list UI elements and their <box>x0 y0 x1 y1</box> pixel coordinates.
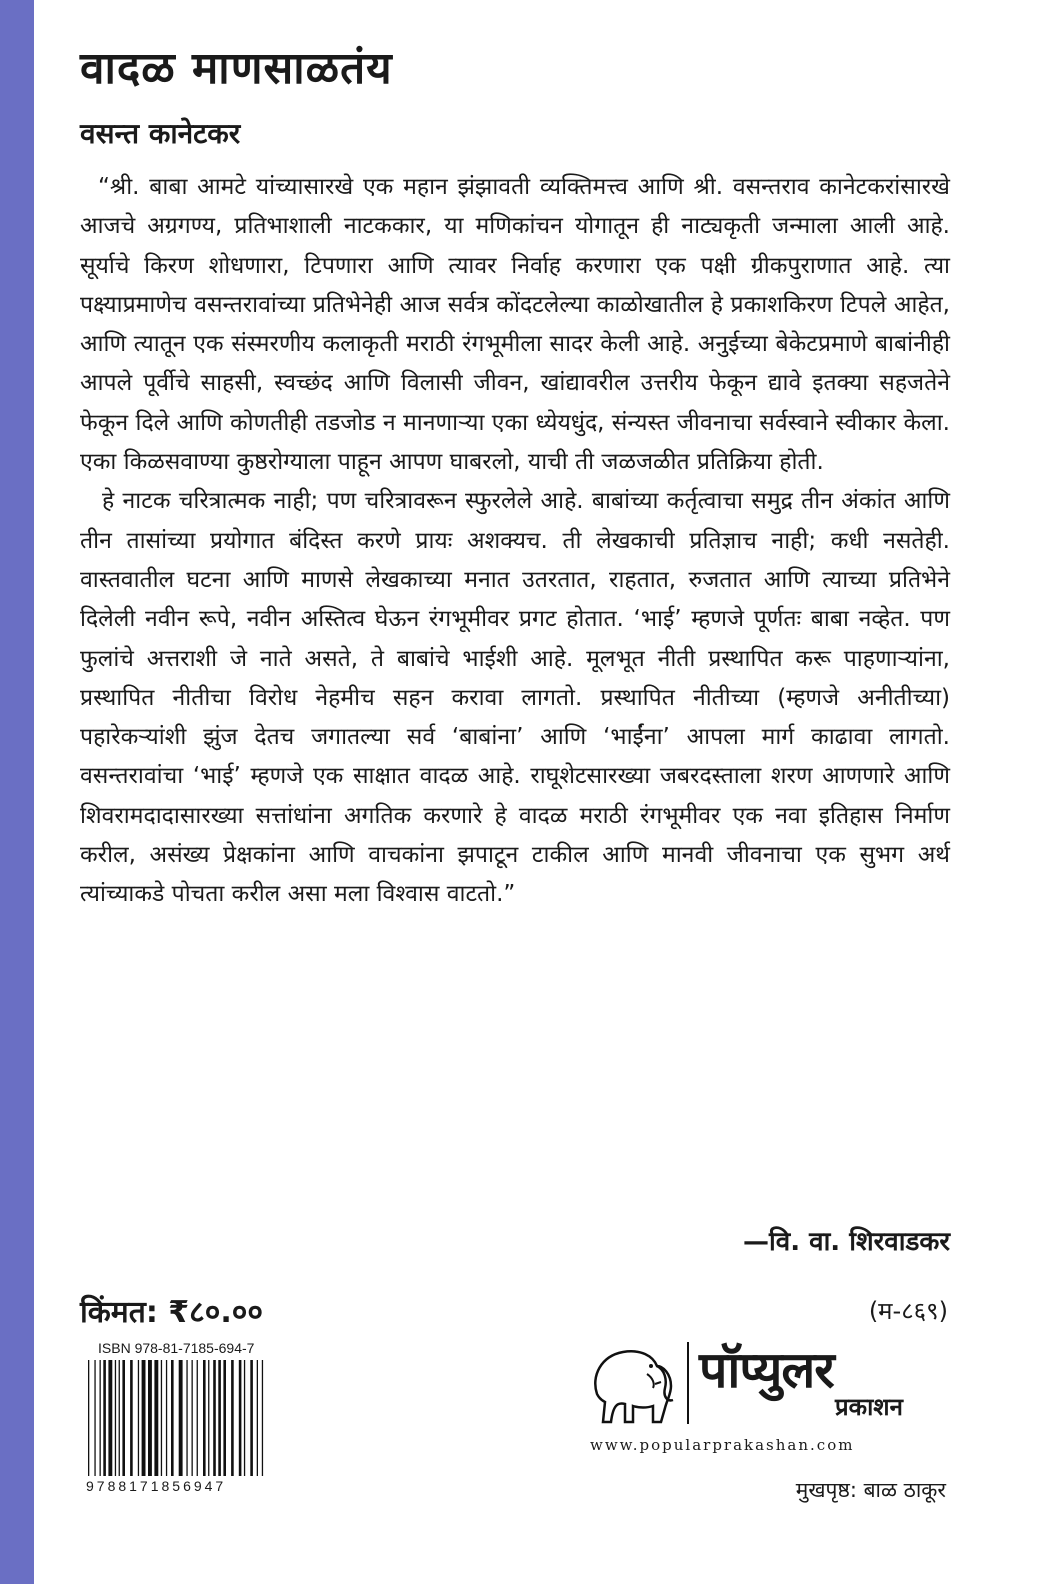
barcode-number: 9788171856947 <box>86 1478 227 1494</box>
barcode-bar <box>88 1360 89 1476</box>
publisher-name: पॉप्युलर <box>699 1341 834 1399</box>
catalog-code: (म-८६९) <box>868 1297 948 1325</box>
blurb-paragraph: “श्री. बाबा आमटे यांच्यासारखे एक महान झंझावती व्यक्तिमत्त्व आणि श्री. वसन्तराव कानेटकरांसारखे आजचे अग्रगण्य, प्रतिभाशाली नाटककार, या मणिकांचन योगातून ही नाट्यकृती जन्माला आली आहे. सूर्याचे किरण शोधणारा, टिपणारा आणि त्यावर निर्वाह करणारा एक पक्षी ग्रीकपुराणात आहे. त्या पक्ष्याप्रमाणेच वसन्तरावांच्या प्रतिभेनेही आज सर्वत्र कोंदटलेल्या काळोखातील हे प्रकाशकिरण टिपले आहेत, आणि त्यातून एक संस्मरणीय कलाकृती मराठी रंगभूमीला सादर केली आहे. अनुईच्या बेकेटप्रमाणे बाबांनीही आपले पूर्वीचे साहसी, स्वच्छंद आणि विलासी जीवन, खांद्यावरील उत्तरीय फेकून द्यावे इतक्या सहजतेने फेकून दिले आणि कोणतीही तडजोड न मानणाऱ्या एका ध्येयधुंद, संन्यस्त जीवनाचा सर्वस्वाने स्वीकार केला. एका किळसवाण्या कुष्ठरोग्याला पाहून आपण घाबरलो, याची ती जळजळीत प्रतिक्रिया होती. <box>80 174 950 476</box>
barcode-bar <box>179 1360 183 1476</box>
barcode-bar <box>94 1360 95 1476</box>
barcode-bar <box>122 1360 125 1476</box>
elephant-icon <box>587 1336 683 1428</box>
barcode-bar <box>223 1360 226 1476</box>
barcode-bar <box>239 1360 242 1476</box>
book-title: वादळ माणसाळतंय <box>80 43 393 94</box>
barcode-bar <box>192 1360 193 1476</box>
book-author: वसन्त कानेटकर <box>80 117 241 150</box>
cover-credit: मुखपृष्ठ: बाळ ठाकूर <box>795 1478 946 1502</box>
barcode-bar <box>138 1360 139 1476</box>
barcode-bar <box>154 1360 158 1476</box>
isbn: ISBN 978-81-7185-694-7 <box>98 1340 255 1356</box>
price: किंमत: ₹८०.०० <box>80 1295 263 1330</box>
blurb-paragraph: हे नाटक चरित्रात्मक नाही; पण चरित्रावरून स्फुरलेले आहे. बाबांच्या कर्तृत्वाचा समुद्र तीन अंकांत आणि तीन तासांच्या प्रयोगात बंदिस्त करणे प्रायः अशक्यच. ती लेखकाची प्रतिज्ञाच नाही; कधी नसतेही. वास्तवातील घटना आणि माणसे लेखकाच्या मनात उतरतात, राहतात, रुजतात आणि त्याच्या प्रतिभेने दिलेली नवीन रूपे, नवीन अस्तित्व घेऊन रंगभूमीवर प्रगट होतात. ‘भाई’ म्हणजे पूर्णतः बाबा नव्हेत. पण फुलांचे अत्तराशी जे नाते असते, ते बाबांचे भाईशी आहे. मूलभूत नीती प्रस्थापित करू पाहणाऱ्यांना, प्रस्थापित नीतीचा विरोध नेहमीच सहन करावा लागतो. प्रस्थापित नीतीच्या (म्हणजे अनीतीच्या) पहारेकऱ्यांशी झुंज देतच जगातल्या सर्व ‘बाबांना’ आणि ‘भाईंना’ आपला मार्ग काढावा लागतो. वसन्तरावांचा ‘भाई’ म्हणजे एक साक्षात वादळ आहे. राघूशेटसारख्या जबरदस्ताला शरण आणणारे आणि शिवरामदादासारख्या सत्तांधांना अगतिक करणारे हे वादळ मराठी रंगभूमीवर एक नवा इतिहास निर्माण करील, असंख्य प्रेक्षकांना आणि वाचकांना झपाटून टाकील आणि मानवी जीवनाचा एक सुभग अर्थ त्यांच्याकडे पोचता करील असा मला विश्वास वाटतो.” <box>80 488 950 908</box>
publisher-website[interactable]: www.popularprakashan.com <box>590 1436 855 1454</box>
barcode-bar <box>244 1360 245 1476</box>
logo-divider <box>687 1342 689 1424</box>
barcode-bar <box>208 1360 209 1476</box>
barcode-bar <box>115 1360 116 1476</box>
barcode-bar <box>130 1360 133 1476</box>
barcode-bar <box>213 1360 216 1476</box>
barcode-bar <box>171 1360 174 1476</box>
barcode-bar <box>148 1360 152 1476</box>
barcode-bar <box>100 1360 101 1476</box>
barcode-bar <box>108 1360 112 1476</box>
barcode-bar <box>231 1360 234 1476</box>
barcode-bar <box>161 1360 162 1476</box>
blurb <box>80 168 950 915</box>
barcode <box>86 1360 268 1476</box>
publisher-subtitle: प्रकाशन <box>835 1393 903 1421</box>
barcode-bar <box>203 1360 206 1476</box>
publisher-logo <box>587 1336 943 1428</box>
barcode-bar <box>103 1360 106 1476</box>
barcode-bar <box>218 1360 221 1476</box>
barcode-bar <box>166 1360 167 1476</box>
barcode-bar <box>262 1360 263 1476</box>
barcode-bar <box>142 1360 146 1476</box>
blurb-signature: —वि. वा. शिरवाडकर <box>743 1227 950 1257</box>
barcode-bar <box>257 1360 258 1476</box>
barcode-bar <box>197 1360 198 1476</box>
barcode-bar <box>186 1360 187 1476</box>
edge-color-rule <box>0 0 34 1584</box>
barcode-bar <box>119 1360 120 1476</box>
barcode-bar <box>250 1360 253 1476</box>
